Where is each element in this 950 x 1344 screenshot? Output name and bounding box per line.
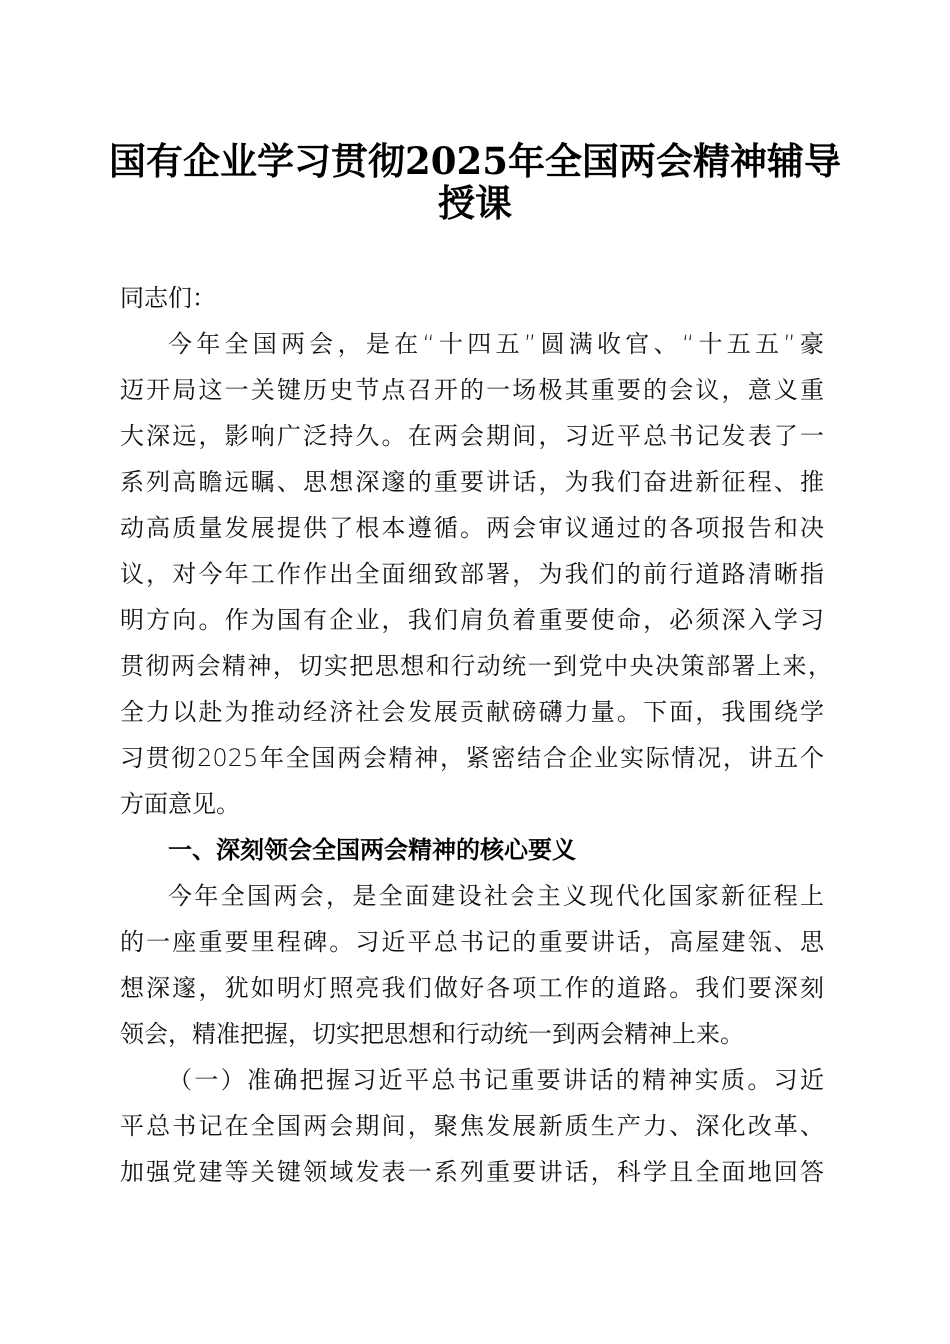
paragraph-line: 动高质量发展提供了根本遵循。两会审议通过的各项报告和决 xyxy=(120,514,824,542)
document-title-line-2: 授课 xyxy=(438,181,512,225)
document-title-line-1: 国有企业学习贯彻2025年全国两会精神辅导 xyxy=(109,139,841,183)
paragraph-line: 领会，精准把握，切实把思想和行动统一到两会精神上来。 xyxy=(120,1020,744,1048)
paragraph-line: 方面意见。 xyxy=(120,790,240,818)
subsection-heading-line: （一）准确把握习近平总书记重要讲话的精神实质。习近 xyxy=(168,1066,824,1094)
paragraph-line: 系列高瞻远瞩、思想深邃的重要讲话，为我们奋进新征程、推 xyxy=(120,468,824,496)
paragraph-line: 贯彻两会精神，切实把思想和行动统一到党中央决策部署上来， xyxy=(120,652,832,680)
paragraph-line: 平总书记在全国两会期间，聚焦发展新质生产力、深化改革、 xyxy=(120,1112,824,1140)
paragraph-line: 今年全国两会，是在“十四五”圆满收官、“十五五”豪 xyxy=(168,330,824,358)
paragraph-line: 加强党建等关键领域发表一系列重要讲话，科学且全面地回答 xyxy=(120,1158,824,1186)
paragraph-line: 议，对今年工作作出全面细致部署，为我们的前行道路清晰指 xyxy=(120,560,824,588)
section-heading-1: 一、深刻领会全国两会精神的核心要义 xyxy=(168,836,576,864)
salutation: 同志们： xyxy=(120,284,216,312)
paragraph-line: 迈开局这一关键历史节点召开的一场极其重要的会议，意义重 xyxy=(120,376,824,404)
paragraph-line: 大深远，影响广泛持久。在两会期间，习近平总书记发表了一 xyxy=(120,422,824,450)
paragraph-line: 习贯彻2025年全国两会精神，紧密结合企业实际情况，讲五个 xyxy=(120,744,824,772)
paragraph-line: 明方向。作为国有企业，我们肩负着重要使命，必须深入学习 xyxy=(120,606,824,634)
paragraph-line: 的一座重要里程碑。习近平总书记的重要讲话，高屋建瓴、思 xyxy=(120,928,824,956)
paragraph-line: 全力以赴为推动经济社会发展贡献磅礴力量。下面，我围绕学 xyxy=(120,698,824,726)
paragraph-line: 今年全国两会，是全面建设社会主义现代化国家新征程上 xyxy=(168,882,824,910)
paragraph-line: 想深邃，犹如明灯照亮我们做好各项工作的道路。我们要深刻 xyxy=(120,974,824,1002)
